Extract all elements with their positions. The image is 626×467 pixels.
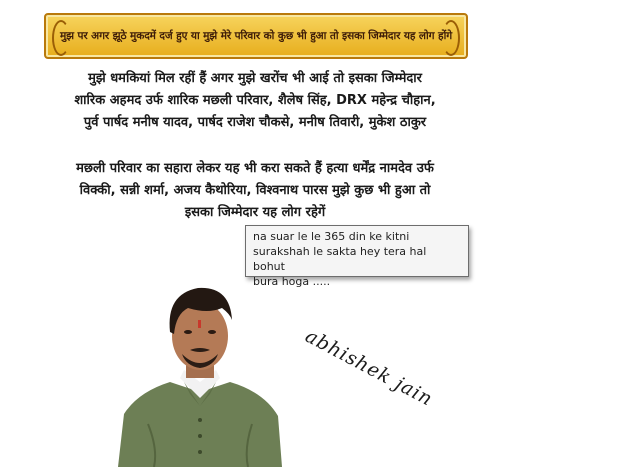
comment-line: na suar le le 365 din ke kitni bbox=[253, 230, 410, 243]
comment-line: surakshah le sakta hey tera hal bohut bbox=[253, 245, 427, 273]
paragraph-line: विक्की, सन्नी शर्मा, अजय कैथोरिया, विश्वनाथ पारस मुझे कुछ भी हुआ तो bbox=[79, 183, 431, 198]
headline-banner bbox=[44, 13, 468, 59]
paragraph-line: मछली परिवार का सहारा लेकर यह भी करा सकते हैं हत्या धर्मेंद्र नामदेव उर्फ bbox=[76, 161, 434, 176]
comment-line: bura hoga ..... bbox=[253, 275, 331, 288]
threat-comment-box bbox=[245, 225, 469, 288]
paragraph-line: मुझे धमकियां मिल रहीं हैं अगर मुझे खरोंच भी आई तो इसका जिम्मेदार bbox=[88, 71, 422, 86]
threat-paragraph bbox=[20, 68, 490, 134]
accusation-paragraph bbox=[20, 158, 490, 224]
paragraph-line: शारिक अहमद उर्फ शारिक मछली परिवार, शैलेष सिंह, DRX महेन्द्र चौहान, bbox=[74, 93, 436, 108]
person-photo bbox=[118, 274, 282, 467]
signature bbox=[300, 320, 460, 430]
paragraph-line: पुर्व पार्षद मनीष यादव, पार्षद राजेश चौकसे, मनीष तिवारी, मुकेश ठाकुर bbox=[83, 115, 427, 130]
banner-text: मुझ पर अगर झूठे मुकदमें दर्ज हुए या मुझे मेरे परिवार को कुछ भी हुआ तो इसका जिम्मेदार यह लोग होंगे bbox=[59, 30, 453, 42]
signature-text: abhishek jain bbox=[301, 324, 437, 411]
paragraph-line: इसका जिम्मेदार यह लोग रहेगें bbox=[184, 205, 326, 220]
